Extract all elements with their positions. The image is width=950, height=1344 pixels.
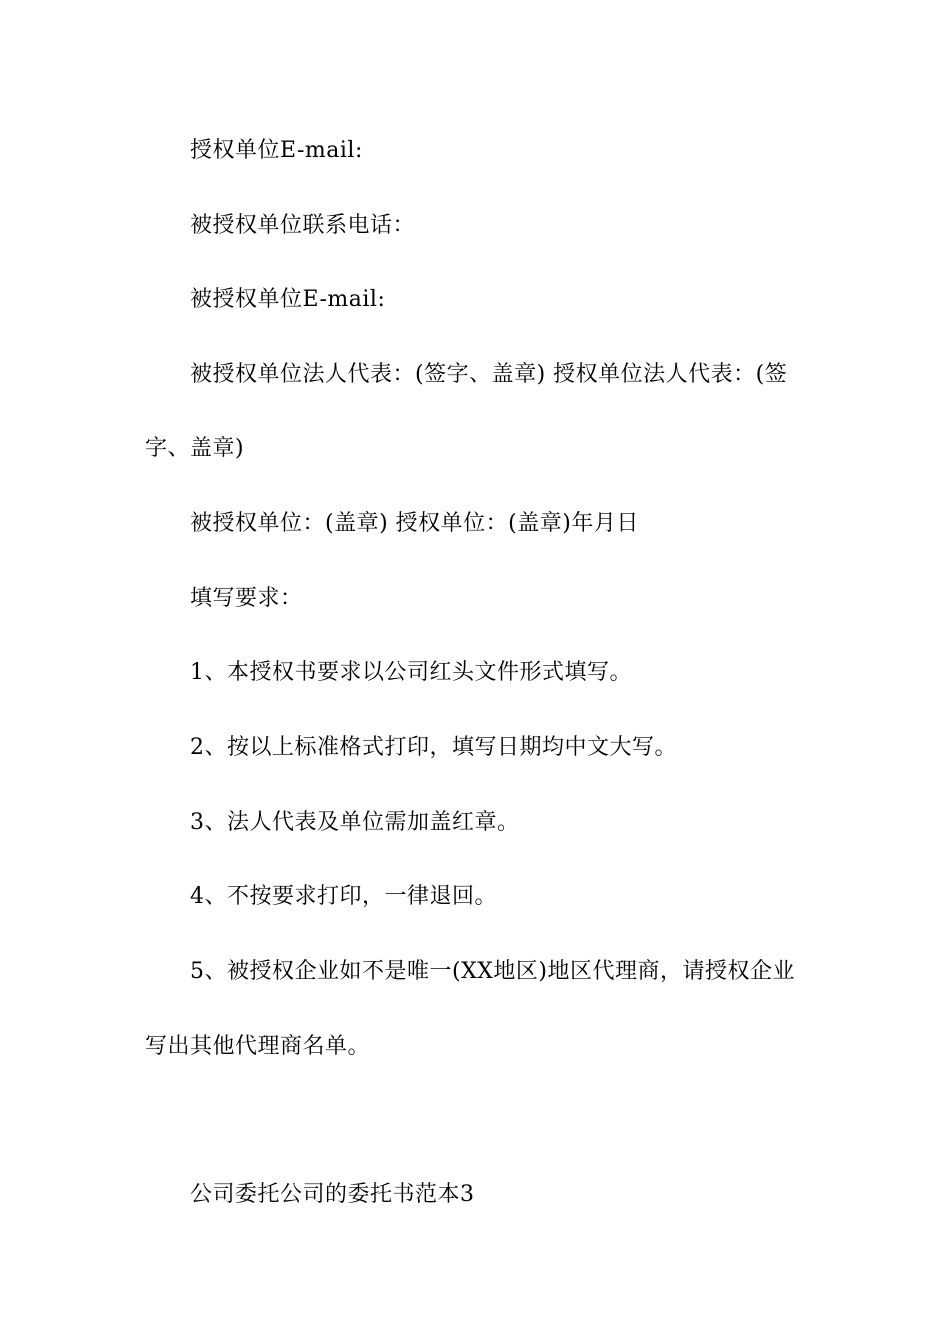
requirement-item-1: 1、本授权书要求以公司红头文件形式填写。 (190, 660, 632, 685)
requirements-heading: 填写要求： (190, 586, 303, 611)
requirement-item-5: 5、被授权企业如不是唯一(XX地区)地区代理商，请授权企业 (190, 959, 795, 984)
requirement-item-2: 2、按以上标准格式打印，填写日期均中文大写。 (190, 735, 677, 760)
legal-rep-signature-line: 被授权单位法人代表：(签字、盖章) 授权单位法人代表：(签 (190, 362, 788, 387)
authorized-email-line: 被授权单位E-mail: (190, 287, 386, 312)
legal-rep-signature-line-cont: 字、盖章) (145, 436, 245, 461)
authorizer-email-line: 授权单位E-mail: (190, 138, 363, 163)
requirement-item-3: 3、法人代表及单位需加盖红章。 (190, 810, 520, 835)
requirement-item-5-cont: 写出其他代理商名单。 (145, 1034, 371, 1059)
seal-date-line: 被授权单位：(盖章) 授权单位：(盖章)年月日 (190, 511, 639, 536)
section-title: 公司委托公司的委托书范本3 (190, 1182, 475, 1207)
authorized-phone-line: 被授权单位联系电话： (190, 213, 416, 238)
requirement-item-4: 4、不按要求打印，一律退回。 (190, 884, 497, 909)
